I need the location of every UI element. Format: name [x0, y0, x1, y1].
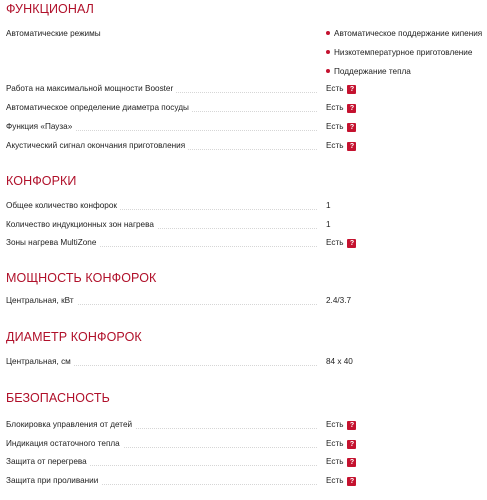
spec-value: Есть ? [326, 236, 356, 250]
help-icon[interactable]: ? [347, 85, 356, 94]
spec-row [0, 199, 487, 213]
spec-row [0, 120, 487, 134]
section-title: КОНФОРКИ [6, 174, 77, 188]
help-icon[interactable]: ? [347, 123, 356, 132]
spec-row [0, 139, 487, 153]
spec-row [0, 294, 487, 308]
spec-value: Есть ? [326, 101, 356, 115]
spec-row [0, 101, 487, 115]
bullet-dot-icon [326, 69, 330, 73]
spec-value: 2.4/3.7 [326, 296, 352, 305]
spec-label: Зоны нагрева MultiZone [6, 236, 99, 250]
spec-value: Есть ? [326, 437, 356, 451]
spec-value: 1 [326, 201, 331, 210]
spec-value: Есть ? [326, 120, 356, 134]
spec-label: Защита при проливании [6, 474, 101, 488]
spec-label: Акустический сигнал окончания приготовления [6, 139, 188, 153]
spec-row [0, 355, 487, 369]
spec-label: Количество индукционных зон нагрева [6, 218, 157, 232]
help-icon[interactable]: ? [347, 104, 356, 113]
spec-row [0, 236, 487, 250]
spec-value: Есть ? [326, 455, 356, 469]
bullet-dot-icon [326, 50, 330, 54]
spec-value: Есть ? [326, 139, 356, 153]
spec-row [0, 218, 487, 232]
help-icon[interactable]: ? [347, 239, 356, 248]
help-icon[interactable]: ? [347, 458, 356, 467]
spec-value: Есть ? [326, 418, 356, 432]
spec-label: Защита от перегрева [6, 455, 90, 469]
spec-value: 1 [326, 220, 331, 229]
spec-row [0, 455, 487, 469]
spec-label: Функция «Пауза» [6, 120, 75, 134]
spec-label: Индикация остаточного тепла [6, 437, 123, 451]
spec-value: Есть ? [326, 82, 356, 96]
section-title: БЕЗОПАСНОСТЬ [6, 391, 110, 405]
spec-label: Работа на максимальной мощности Booster [6, 82, 176, 96]
spec-label: Центральная, см [6, 355, 74, 369]
bullet-dot-icon [326, 31, 330, 35]
help-icon[interactable]: ? [347, 440, 356, 449]
spec-row [0, 437, 487, 451]
section-title: ДИАМЕТР КОНФОРОК [6, 330, 142, 344]
help-icon[interactable]: ? [347, 142, 356, 151]
help-icon[interactable]: ? [347, 421, 356, 430]
auto-mode-item: Автоматическое поддержание кипения [326, 27, 482, 41]
spec-value: 84 x 40 [326, 357, 353, 366]
spec-row [0, 418, 487, 432]
spec-label: Блокировка управления от детей [6, 418, 135, 432]
section-title: ФУНКЦИОНАЛ [6, 2, 94, 16]
help-icon[interactable]: ? [347, 477, 356, 486]
section-title: МОЩНОСТЬ КОНФОРОК [6, 271, 157, 285]
spec-row-auto-modes [0, 27, 487, 76]
spec-row [0, 474, 487, 488]
spec-label: Центральная, кВт [6, 294, 77, 308]
spec-value: Есть ? [326, 474, 356, 488]
spec-label: Общее количество конфорок [6, 199, 120, 213]
spec-row [0, 82, 487, 96]
auto-mode-item: Низкотемпературное приготовление [326, 46, 472, 60]
spec-label: Автоматическое определение диаметра посуды [6, 101, 192, 115]
auto-mode-item: Поддержание тепла [326, 65, 411, 79]
spec-label: Автоматические режимы [6, 27, 104, 41]
